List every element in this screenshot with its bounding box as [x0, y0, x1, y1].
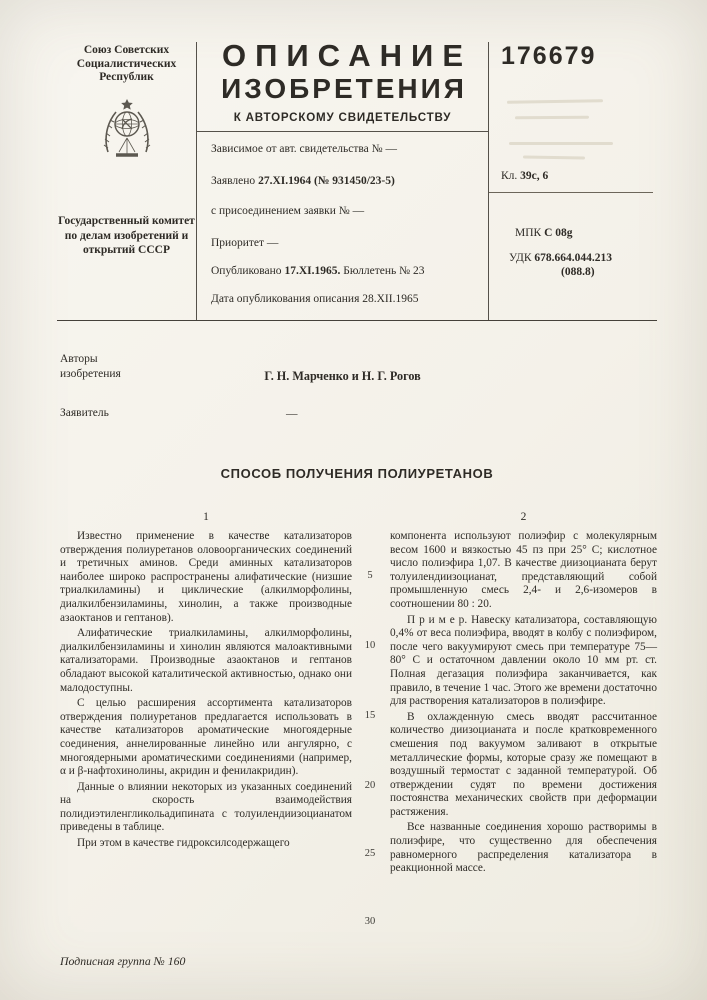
- authors-label: Авторы изобретения: [60, 353, 121, 380]
- document-type-word2: ИЗОБРЕТЕНИЯ: [221, 73, 467, 104]
- udk-extra: (088.8): [561, 266, 595, 278]
- certificate-subtitle: К АВТОРСКОМУ СВИДЕТЕЛЬСТВУ: [233, 111, 452, 124]
- udk-value: 678.664.044.213: [534, 252, 612, 264]
- subtitle-rule: [197, 131, 488, 132]
- patent-number: 176679: [501, 42, 597, 70]
- applicant-label: Заявитель: [60, 407, 109, 419]
- paragraph: Все названные соединения хорошо растворимы в полиэфире, что существенно для обеспечения равномерного распределения катализатора в реакционной массе.: [390, 821, 657, 875]
- line-number-10: 10: [364, 640, 376, 651]
- header-right-block: [489, 42, 657, 320]
- committee-name: Государственный комитет по делам изобретений и открытий СССР: [58, 215, 195, 256]
- paragraph: При этом в качестве гидроксилсодержащего: [77, 837, 290, 850]
- mpk-line: [515, 227, 573, 239]
- column-1-number: 1: [203, 511, 209, 523]
- priority-line: Приоритет —: [211, 237, 279, 249]
- document-type-word1: ОПИСАНИЕ: [221, 38, 473, 73]
- line-number-30: 30: [364, 916, 376, 927]
- joined-application-line: с присоединением заявки № —: [211, 205, 365, 217]
- author-names: Г. Н. Марченко и Н. Г. Рогов: [264, 369, 421, 383]
- udk-line: [509, 252, 612, 264]
- line-number-20: 20: [364, 780, 376, 791]
- dependent-certificate-line: Зависимое от авт. свидетельства № —: [211, 143, 398, 155]
- body-column-1: [60, 530, 352, 853]
- declared-label: Заявлено: [211, 175, 256, 187]
- class-line: [501, 170, 548, 182]
- published-date: 17.XI.1965.: [284, 265, 341, 277]
- published-line: [211, 265, 484, 277]
- ussr-emblem-icon: [96, 98, 158, 167]
- udk-label: УДК: [509, 252, 532, 264]
- invention-title: СПОСОБ ПОЛУЧЕНИЯ ПОЛИУРЕТАНОВ: [220, 466, 494, 481]
- applicant-value: —: [286, 408, 298, 420]
- faint-mark: [507, 99, 603, 104]
- header-center-block: [197, 38, 488, 320]
- column-2-number: 2: [520, 511, 527, 523]
- mpk-value: C 08g: [544, 227, 573, 239]
- subscription-group-note: Подписная группа № 160: [60, 954, 186, 968]
- faint-mark: [523, 155, 585, 159]
- paragraph: С целью расширения ассортимента катализаторов отверждения полиуретанов предлагается использовать в качестве катализаторов ароматические многоядерные соединения, аннелированные линейно или ангулярно, с многоядерными ароматическими соединениями (например, α и β-нафтохинолины, акридин и фенилакридин).: [60, 697, 352, 778]
- paragraph: В охлажденную смесь вводят рассчитанное количество диизоцианата и после кратковременного смешения под вакуумом заливают в открытые металлические формы, которые сразу же помещают в воздушный термостат с заданной температурой. Об отверждении судят по времени достижения постоянства механических свойств при деформации растяжения.: [390, 710, 657, 818]
- header-bottom-rule: [57, 320, 657, 321]
- union-name: Союз Советских Социалистических Республик: [76, 44, 177, 83]
- paragraph: П р и м е р. Навеску катализатора, составляющую 0,4% от веса полиэфира, вводят в колбу с полиэфиром, после чего вакуумируют смесь при температуре 75—80° С и остаточном давлении около 10 мм рт. ст. Полная дегазация полиэфира заканчивается, как правило, в течение 1 час. Этого же времени достаточно для растворения катализаторов в полиэфире.: [390, 613, 657, 708]
- published-label: Опубликовано: [211, 265, 282, 277]
- line-number-25: 25: [364, 848, 376, 859]
- line-number-15: 15: [364, 710, 376, 721]
- class-label: Кл.: [501, 170, 518, 182]
- paragraph: Алифатические триалкиламины, алкилморфолины, диалкилбензиламины и хинолин являются малоактивными катализаторами. Производные азаоктанов и гептанов обладают высокой каталитической активностью, однако они малодоступны.: [60, 627, 352, 694]
- header-left-block: [57, 44, 196, 320]
- application-date-line: [211, 175, 484, 187]
- faint-mark: [515, 116, 589, 120]
- faint-mark: [509, 142, 613, 145]
- publication-date-line: Дата опубликования описания 28.XII.1965: [211, 293, 419, 305]
- paragraph: Известно применение в качестве катализаторов отверждения полиуретанов оловоорганических соединений и третичных аминов. Среди аминных катализаторов наиболее широко распространены алифатические (низшие триалкиламины) и циклические (алкилморфолины, диалкилбензиламины, хинолин, а также производные азаоктанов и гептанов).: [60, 530, 352, 624]
- published-bulletin: Бюллетень № 23: [343, 265, 425, 277]
- paragraph: Данные о влиянии некоторых из указанных соединений на скорость взаимодействия полидиэтиленгликольадипината с толуилендиизоцианатом приведены в таблице.: [60, 780, 352, 834]
- mpk-label: МПК: [515, 227, 542, 239]
- class-rule: [489, 192, 653, 193]
- line-number-5: 5: [367, 570, 373, 581]
- declared-value: 27.XI.1964 (№ 931450/23-5): [258, 175, 395, 187]
- class-value: 39с, 6: [520, 170, 549, 182]
- paragraph: компонента используют полиэфир с молекулярным весом 1600 и вязкостью 45 пз при 25° С; кислотное число полиэфира 1,07. В качестве диизоцианата берут толуилендиизоцианат, представляющий собой промышленную смесь 2,4- и 2,6-изомеров в соотношении 80 : 20.: [390, 530, 657, 610]
- body-column-2: [390, 530, 657, 878]
